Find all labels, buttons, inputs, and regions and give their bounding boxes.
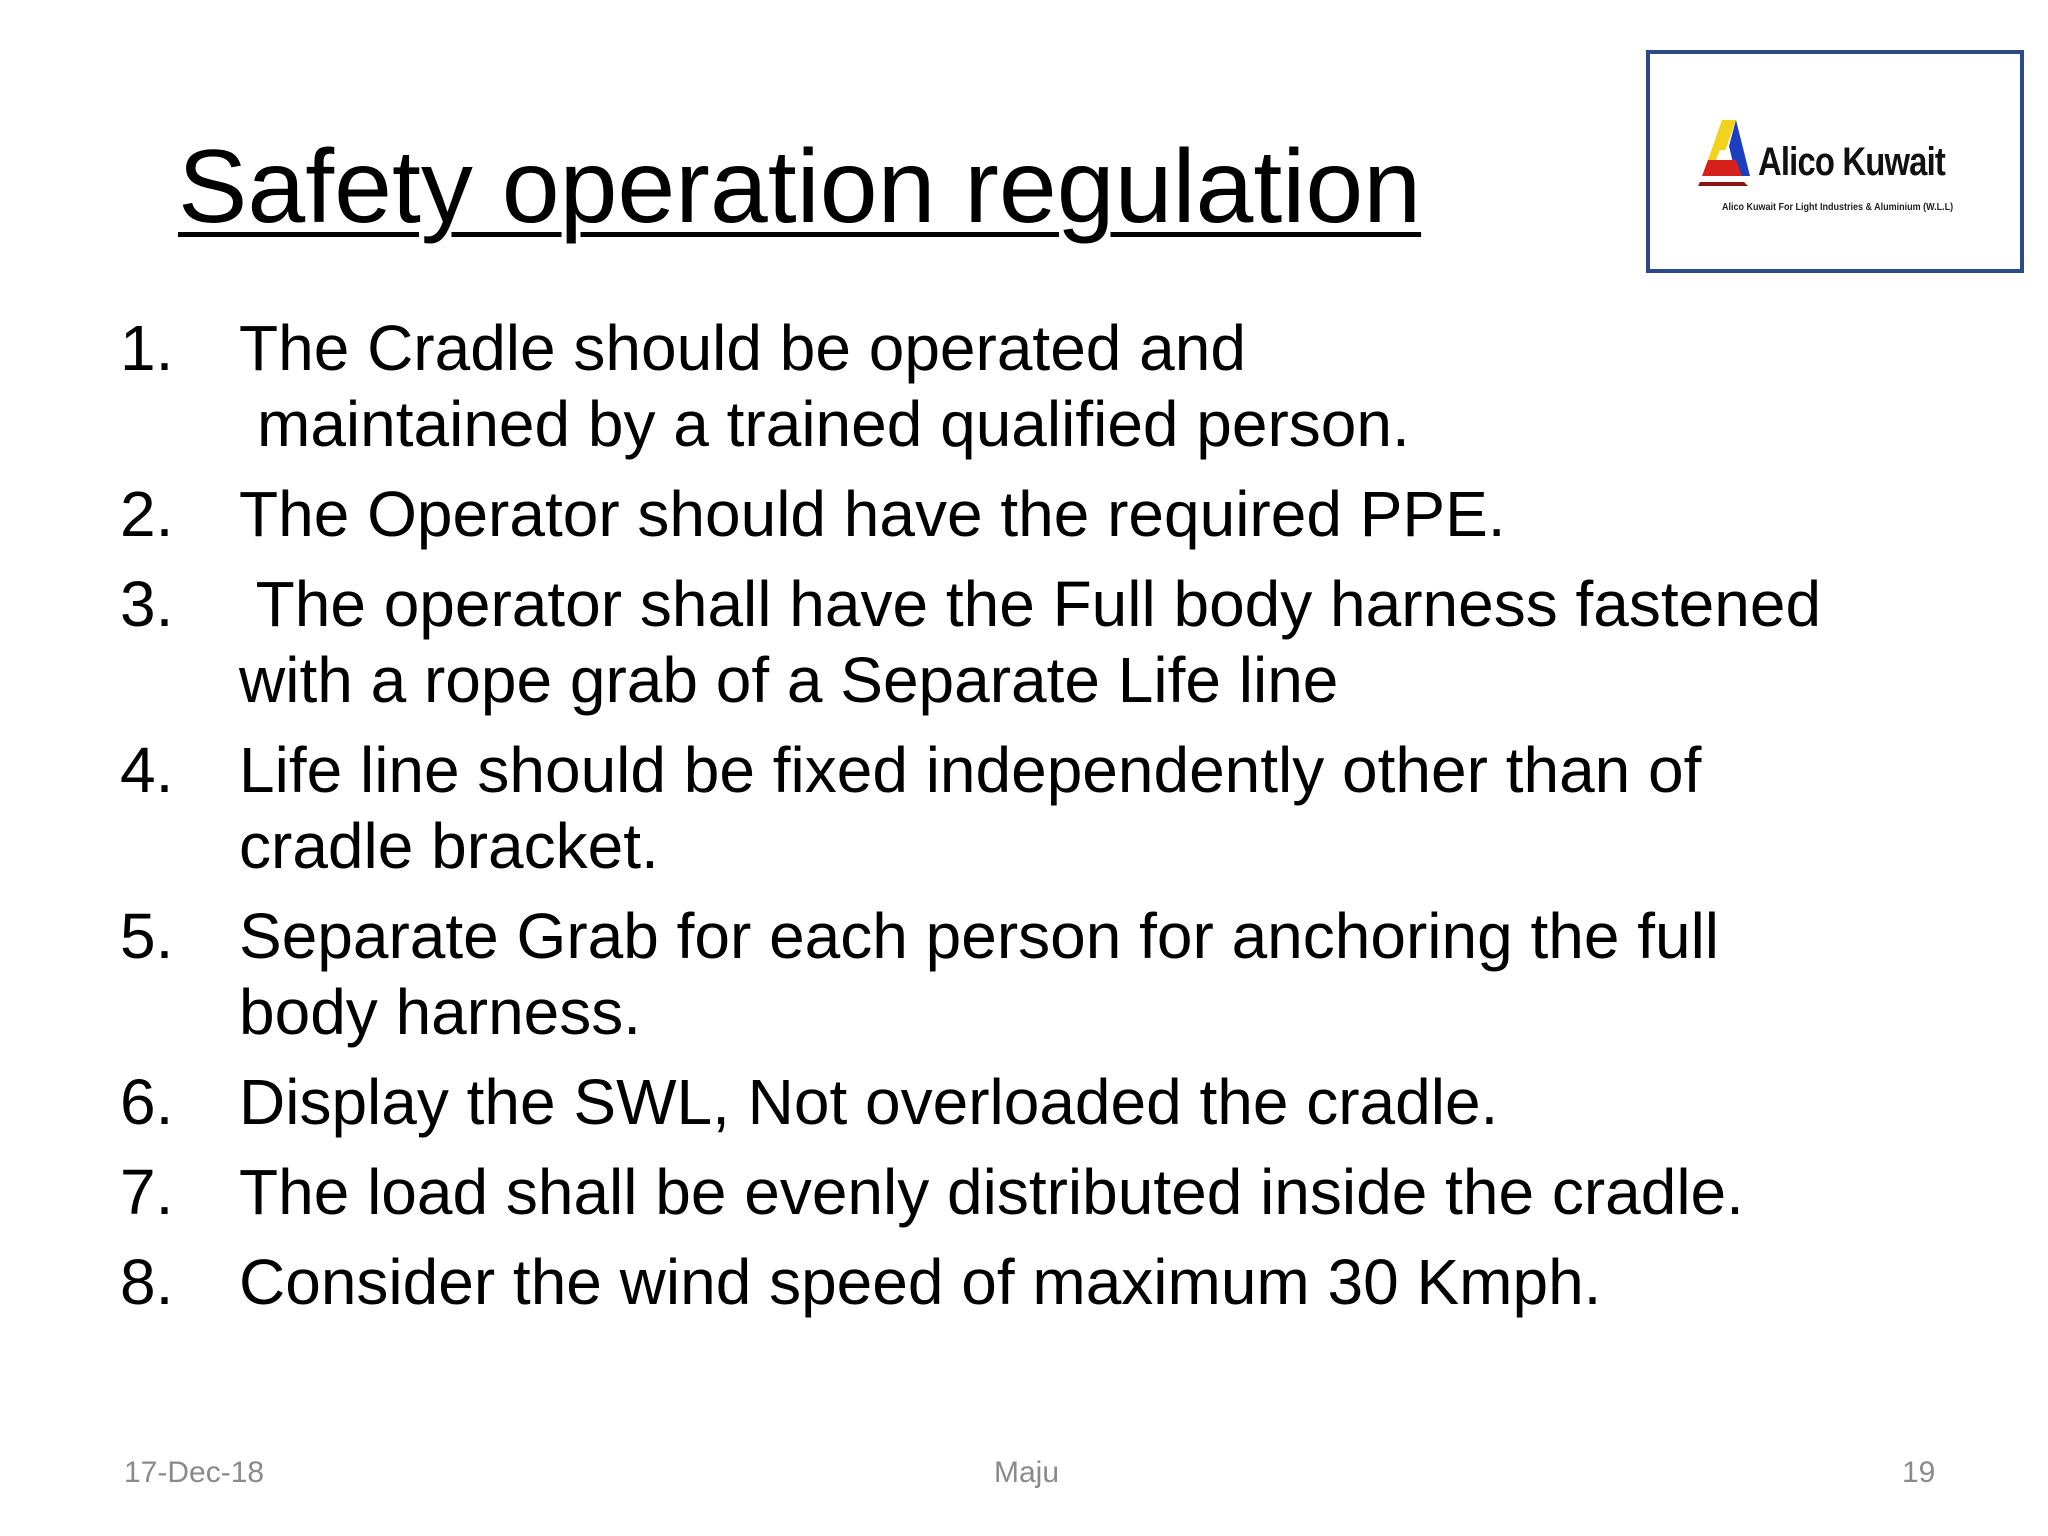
rules-list [120, 310, 2000, 1334]
rule-text [239, 732, 2000, 884]
rule-number: 5. [120, 900, 174, 972]
alico-logo-icon [1692, 116, 1764, 188]
rule-text [239, 1244, 2000, 1320]
rule-item [120, 1154, 2000, 1230]
rule-line: The Cradle should be operated and [239, 312, 1246, 384]
rule-number: 2. [120, 478, 174, 550]
rule-number: 7. [120, 1156, 174, 1228]
rule-line: Separate Grab for each person for anchoring the full [239, 900, 1719, 972]
rule-line: body harness. [239, 976, 642, 1048]
footer-date: 17-Dec-18 [124, 1456, 265, 1489]
rule-line: Life line should be fixed independently other than of [239, 734, 1702, 806]
rule-text [239, 898, 2000, 1050]
rule-item [120, 566, 2000, 718]
company-logo [1646, 50, 2024, 273]
rule-line: The load shall be evenly distributed inside the cradle. [239, 1156, 1744, 1228]
rule-line: maintained by a trained qualified person. [257, 388, 1410, 460]
rule-text [239, 476, 2000, 552]
rule-item [120, 898, 2000, 1050]
rule-item [120, 476, 2000, 552]
rule-text [239, 310, 2000, 462]
rule-line: with a rope grab of a Separate Life line [239, 644, 1339, 716]
slide-title: Safety operation regulation [178, 129, 1422, 245]
rule-item [120, 310, 2000, 462]
footer-page-number: 19 [1902, 1456, 1936, 1489]
logo-name: Alico Kuwait [1758, 140, 1945, 184]
rule-item [120, 1244, 2000, 1320]
rule-line: Display the SWL, Not overloaded the cradle. [239, 1066, 1499, 1138]
rule-item [120, 1064, 2000, 1140]
rule-text [239, 566, 2000, 718]
rule-line: The operator shall have the Full body harness fastened [239, 568, 1822, 640]
rule-number: 4. [120, 734, 174, 806]
footer-author: Maju [994, 1456, 1060, 1489]
rule-number: 3. [120, 568, 174, 640]
rule-number: 8. [120, 1246, 174, 1318]
rule-line: The Operator should have the required PPE. [239, 478, 1506, 550]
rule-line: Consider the wind speed of maximum 30 Kmph. [239, 1246, 1602, 1318]
logo-tagline: Alico Kuwait For Light Industries & Aluminium (W.L.L) [1722, 202, 1954, 213]
rule-text [239, 1064, 2000, 1140]
rule-item [120, 732, 2000, 884]
rule-number: 1. [120, 312, 174, 384]
rule-text [239, 1154, 2000, 1230]
rule-line: cradle bracket. [239, 810, 659, 882]
rule-number: 6. [120, 1066, 174, 1138]
